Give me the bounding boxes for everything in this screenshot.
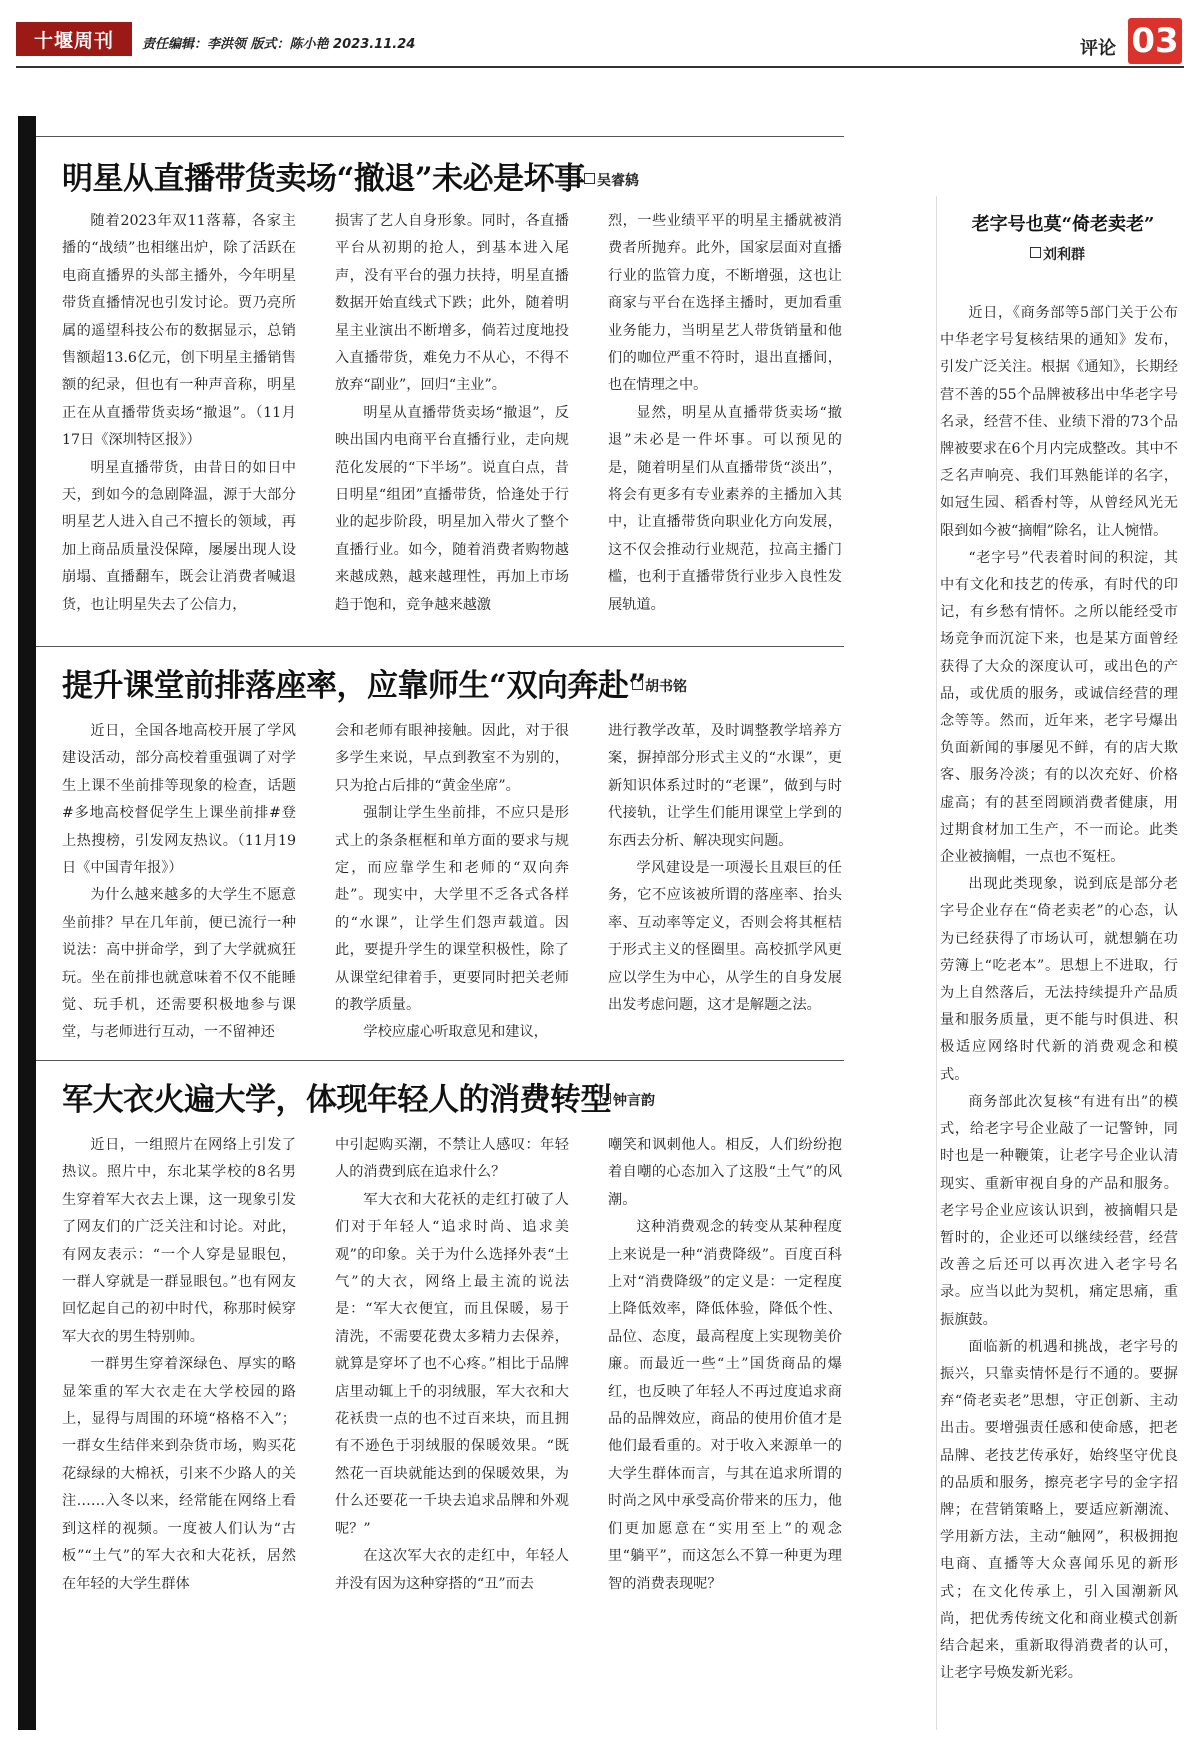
paragraph: 学风建设是一项漫长且艰巨的任务，它不应该被所谓的落座率、抬头率、互动率等定义，否则会将其框桔于形式主义的怪圈里。高校抓学风更应以学生为中心，从学生的自身发展出发考虑问题，这才是解题之法。	[608, 860, 842, 1014]
paragraph: 明星直播带货，由昔日的如日中天，到如今的急剧降温，源于大部分明星艺人进入自己不擅长的领域，再加上商品质量没保障，屡屡出现人设崩塌、直播翻车，既会让消费者喊退货，也让明星失去了公信力，	[62, 459, 296, 613]
section-label: 评论	[1080, 38, 1116, 59]
paragraph: 显然，明星从直播带货卖场“撤退”未必是一件坏事。可以预见的是，随着明星们从直播带货“淡出”，将会有更多有专业素养的主播加入其中，让直播带货向职业化方向发展，这不仅会推动行业规范，拉高主播门槛，也利于直播带货行业步入良性发展轨道。	[608, 404, 842, 613]
byline-box-icon	[600, 1093, 611, 1104]
paragraph: 近日，一组照片在网络上引发了热议。照片中，东北某学校的8名男生穿着军大衣去上课，这一现象引发了网友们的广泛关注和讨论。对此，有网友表示：“一个人穿是显眼包，一群人穿就是一群显眼包。”也有网友回忆起自己的初中时代，称那时候穿军大衣的男生特别帅。	[62, 1137, 296, 1345]
article-column	[62, 1132, 296, 1598]
editor-meta: 责任编辑：李洪领 版式：陈小艳 2023.11.24	[142, 37, 416, 52]
paragraph: 在这次军大衣的走红中，年轻人并没有因为这种穿搭的“丑”而去	[335, 1548, 569, 1592]
article-column	[335, 718, 569, 1047]
newspaper-logo: 十堰周刊	[16, 22, 132, 56]
paragraph: 烈，一些业绩平平的明星主播就被消费者所抛弃。此外，国家层面对直播行业的监管力度，不断增强，这也让商家与平台在选择主播时，更加看重业务能力，当明星艺人带货销量和他们的咖位严重不符时，退出直播间，也在情理之中。	[608, 213, 842, 394]
paragraph: 随着2023年双11落幕，各家主播的“战绩”也相继出炉，除了活跃在电商直播界的头部主播外，今年明星带货直播情况也引发讨论。贾乃亮所属的遥望科技公布的数据显示，总销售额超13.6亿元，创下明星主播销售额的纪录，但也有一种声音称，明星正在从直播带货卖场“撤退”。（11月17日《深圳特区报》）	[62, 213, 296, 449]
article-column	[608, 718, 842, 1047]
article-title-3: 军大衣火遍大学，体现年轻人的消费转型	[62, 1082, 611, 1118]
paragraph: “老字号”代表着时间的积淀，其中有文化和技艺的传承，有时代的印记，有乡愁有情怀。之所以能经受市场竞争而沉淀下来，也是某方面曾经获得了大众的深度认可，或出色的产品，或优质的服务，或诚信经营的理念等等。然而，近年来，老字号爆出负面新闻的事屡见不鲜，有的店大欺客、服务冷淡；有的以次充好、价格虚高；有的甚至罔顾消费者健康，用过期食材加工生产，不一而论。此类企业被摘帽，一点也不冤枉。	[940, 549, 1178, 866]
article-body-3	[62, 1132, 842, 1598]
decorative-left-bar	[18, 116, 36, 1730]
paragraph: 进行教学改革，及时调整教学培养方案，摒掉部分形式主义的“水课”，更新知识体系过时的“老课”，做到与时代接轨，让学生们能用课堂上学到的东西去分析、解决现实问题。	[608, 723, 842, 849]
article-column	[608, 1132, 842, 1598]
paragraph: 面临新的机遇和挑战，老字号的振兴，只靠卖情怀是行不通的。要摒弃“倚老卖老”思想，守正创新、主动出击。要增强责任感和使命感，把老品牌、老技艺传承好，始终坚守优良的品质和服务，擦亮老字号的金字招牌；在营销策略上，要适应新潮流、学用新方法，主动“触网”，积极拥抱电商、直播等大众喜闻乐见的新形式；在文化传承上，引入国潮新风尚，把优秀传统文化和商业模式创新结合起来，重新取得消费者的认可，让老字号焕发新光彩。	[940, 1338, 1178, 1682]
article-byline-1: 吴睿鸫	[584, 170, 639, 190]
sidebar-body	[940, 300, 1178, 1687]
column-divider	[936, 196, 937, 1730]
paragraph: 军大衣和大花袄的走红打破了人们对于年轻人“追求时尚、追求美观”的印象。关于为什么选择外表“土气”的大衣，网络上最主流的说法是：“军大衣便宜，而且保暖，易于清洗，不需要花费太多精力去保养，就算是穿坏了也不心疼。”相比于品牌店里动辄上千的羽绒服，军大衣和大花袄贵一点的也不过百来块，而且拥有不逊色于羽绒服的保暖效果。“既然花一百块就能达到的保暖效果，为什么还要花一千块去追求品牌和外观呢？”	[335, 1191, 569, 1537]
page-number: 03	[1128, 18, 1182, 64]
paragraph: 近日，全国各地高校开展了学风建设活动，部分高校着重强调了对学生上课不坐前排等现象的检查，话题#多地高校督促学生上课坐前排#登上热搜榜，引发网友热议。（11月19日《中国青年报》）	[62, 723, 296, 877]
paragraph: 会和老师有眼神接触。因此，对于很多学生来说，早点到教室不为别的，只为抢占后排的“黄金坐席”。	[335, 723, 569, 794]
article-body-1	[62, 208, 842, 619]
paragraph: 损害了艺人自身形象。同时，各直播平台从初期的抢人，到基本进入尾声，没有平台的强力扶持，明星直播数据开始直线式下跌；此外，随着明星主业演出不断增多，倘若过度地投入直播带货，难免力不从心，不得不放弃“副业”，回归“主业”。	[335, 213, 569, 394]
article-column	[62, 208, 296, 619]
article-rule	[36, 136, 844, 137]
article-body-2	[62, 718, 842, 1047]
paragraph: 为什么越来越多的大学生不愿意坐前排？早在几年前，便已流行一种说法：高中拼命学，到了大学就疯狂玩。坐在前排也就意味着不仅不能睡觉、玩手机，还需要积极地参与课堂，与老师进行互动，一不留神还	[62, 887, 296, 1041]
paragraph: 学校应虚心听取意见和建议，	[363, 1024, 548, 1041]
paragraph: 一群男生穿着深绿色、厚实的略显笨重的军大衣走在大学校园的路上，显得与周围的环境“格格不入”；一群女生结伴来到杂货市场，购买花花绿绿的大棉袄，引来不少路人的关注……入冬以来，经常能在网络上看到这样的视频。一度被人们认为“古板”“土气”的军大衣和大花袄，居然在年轻的大学生群体	[62, 1356, 296, 1592]
paragraph: 近日，《商务部等5部门关于公布中华老字号复核结果的通知》发布，引发广泛关注。根据《通知》，长期经营不善的55个品牌被移出中华老字号名录，经营不佳、业绩下滑的73个品牌被要求在6个月内完成整改。其中不乏名声响亮、我们耳熟能详的名字，如冠生园、稻香村等，从曾经风光无限到如今被“摘帽”除名，让人惋惜。	[940, 305, 1178, 539]
article-column	[335, 1132, 569, 1598]
paragraph: 商务部此次复核“有进有出”的模式，给老字号企业敲了一记警钟，同时也是一种鞭策，让老字号企业认清现实、重新审视自身的产品和服务。老字号企业应该认识到，被摘帽只是暂时的，企业还可以继续经营，经营改善之后还可以再次进入老字号名录。应当以此为契机，痛定思痛，重振旗鼓。	[940, 1093, 1178, 1328]
paragraph: 强制让学生坐前排，不应只是形式上的条条框框和单方面的要求与规定，而应靠学生和老师的“双向奔赴”。现实中，大学里不乏各式各样的“水课”，让学生们怨声载道。因此，要提升学生的课堂积极性，除了从课堂纪律着手，更要同时把关老师的教学质量。	[335, 805, 569, 1014]
article-column	[608, 208, 842, 619]
paragraph: 明星从直播带货卖场“撤退”，反映出国内电商平台直播行业，走向规范化发展的“下半场”。说直白点，昔日明星“组团”直播带货，恰逢处于行业的起步阶段，明星加入带火了整个直播行业。如今，随着消费者购物越来越成熟，越来越理性，再加上市场趋于饱和，竞争越来越激	[335, 404, 569, 613]
article-rule	[36, 646, 844, 647]
byline-box-icon	[1030, 247, 1041, 258]
article-title-2: 提升课堂前排落座率，应靠师生“双向奔赴”	[62, 668, 646, 704]
paragraph: 这种消费观念的转变从某种程度上来说是一种“消费降级”。百度百科上对“消费降级”的定义是：一定程度上降低效率，降低体验，降低个性、品位、态度，最高程度上实现物美价廉。而最近一些“土”国货商品的爆红，也反映了年轻人不再过度追求商品的品牌效应，商品的使用价值才是他们最看重的。对于收入来源单一的大学生群体而言，与其在追求所谓的时尚之风中承受高价带来的压力，他们更加愿意在“实用至上”的观念里“躺平”，而这怎么不算一种更为理智的消费表现呢？	[608, 1219, 842, 1592]
masthead-rule	[16, 66, 1184, 68]
article-column	[335, 208, 569, 619]
article-title-1: 明星从直播带货卖场“撤退”未必是坏事	[62, 161, 585, 197]
article-column	[62, 718, 296, 1047]
paragraph: 中引起购买潮，不禁让人感叹：年轻人的消费到底在追求什么？	[335, 1137, 569, 1181]
byline-box-icon	[584, 173, 595, 184]
article-byline-2: 胡书铭	[632, 676, 687, 696]
paragraph: 嘲笑和讽刺他人。相反，人们纷纷抱着自嘲的心态加入了这股“土气”的风潮。	[608, 1137, 842, 1208]
article-rule	[36, 1060, 844, 1061]
sidebar-byline: 刘利群	[1030, 244, 1085, 264]
article-byline-3: 钟言韵	[600, 1090, 655, 1110]
masthead	[0, 0, 1200, 80]
byline-box-icon	[632, 679, 643, 690]
paragraph: 出现此类现象，说到底是部分老字号企业存在“倚老卖老”的心态，认为已经获得了市场认可，就想躺在功劳簿上“吃老本”。思想上不进取，行为上自然落后，无法持续提升产品质量和服务质量，更不能与时俱进、积极适应网络时代新的消费观念和模式。	[940, 876, 1178, 1083]
sidebar-title: 老字号也莫“倚老卖老”	[971, 214, 1155, 235]
